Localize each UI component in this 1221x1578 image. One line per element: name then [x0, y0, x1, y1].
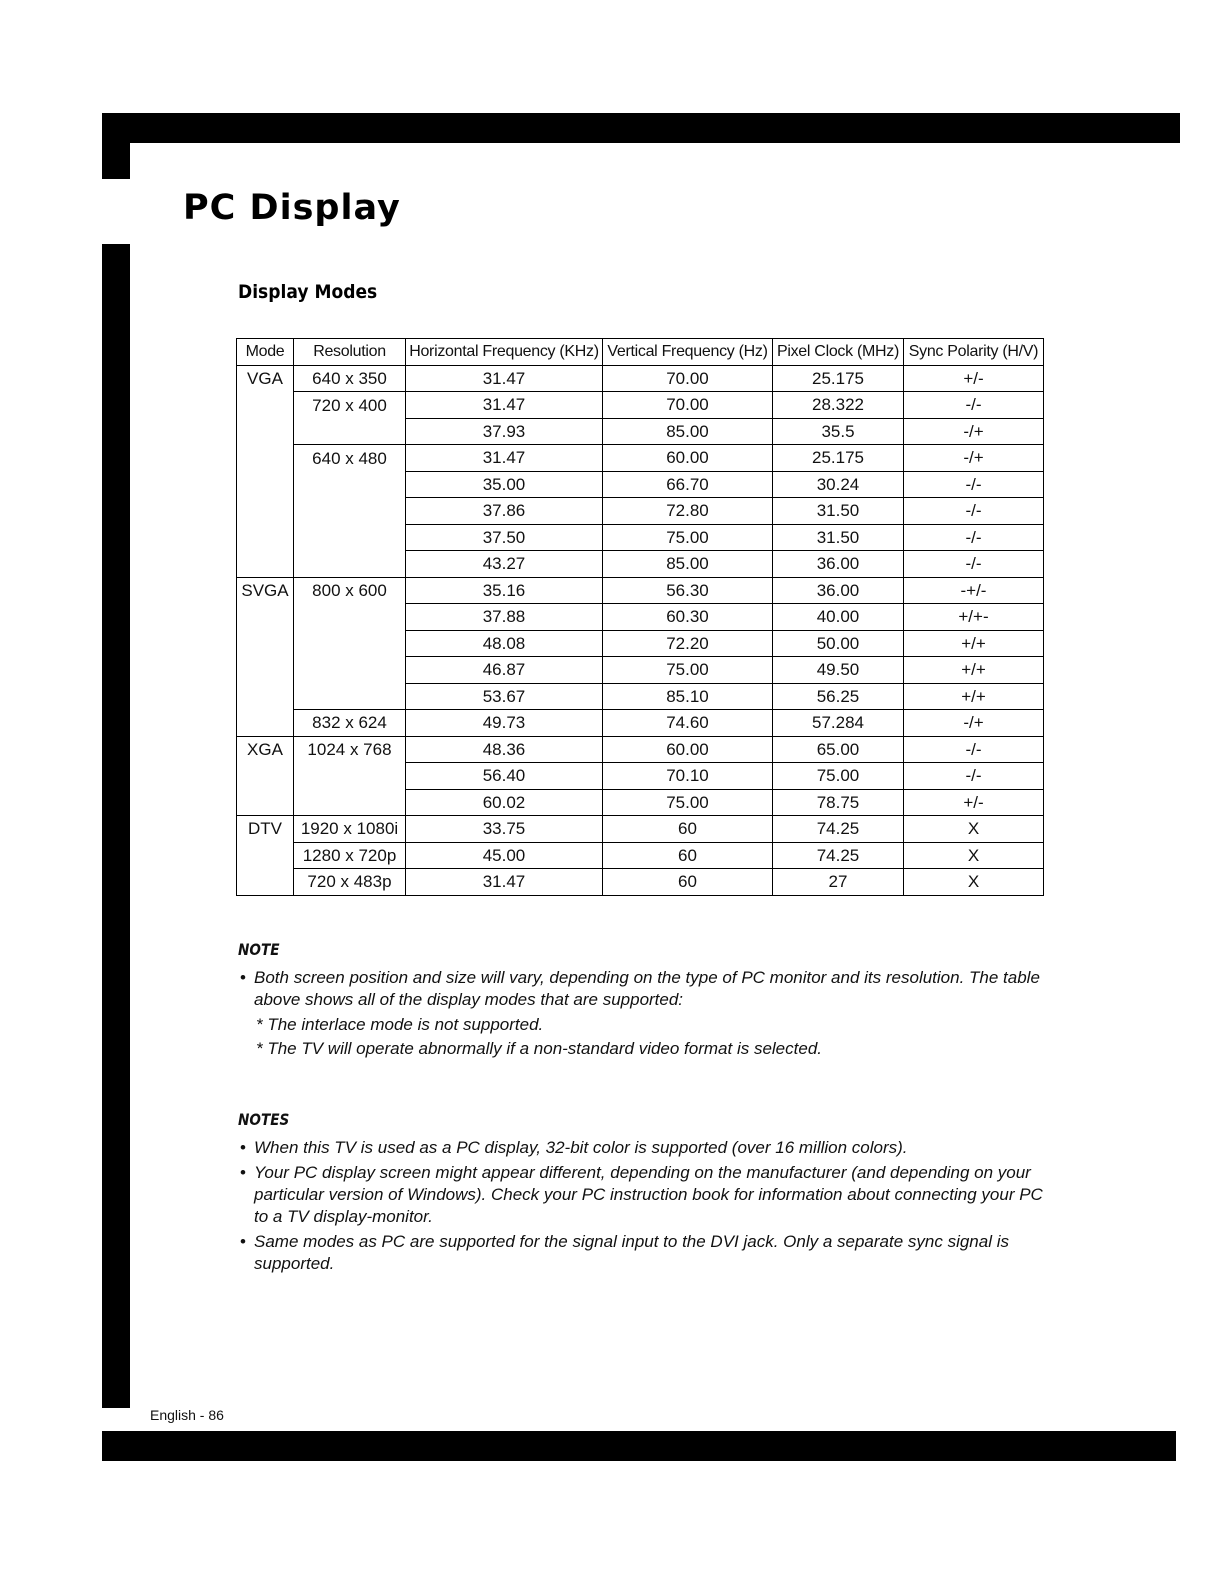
cell-resolution: 1024 x 768	[294, 736, 406, 763]
header-horizontal-frequency: Horizontal Frequency (KHz)	[406, 339, 603, 366]
cell-resolution	[294, 604, 406, 631]
cell-vertical-frequency: 75.00	[603, 789, 773, 816]
notes-item-dvi: • Same modes as PC are supported for the signal input to the DVI jack. Only a separate sync signal is supported.	[238, 1231, 1058, 1275]
cell-resolution	[294, 471, 406, 498]
table-body	[237, 365, 1044, 895]
cell-horizontal-frequency: 31.47	[406, 392, 603, 419]
section-title: Display Modes	[238, 281, 378, 303]
table-row	[237, 604, 1044, 631]
cell-horizontal-frequency: 43.27	[406, 551, 603, 578]
notes-item-appearance: • Your PC display screen might appear different, depending on the manufacturer (and depending on your particular version of Windows). Check your PC instruction book for information about connecting your PC to a TV display-monitor.	[238, 1162, 1058, 1228]
note-nonstandard: * The TV will operate abnormally if a non-standard video format is selected.	[256, 1039, 822, 1058]
cell-sync-polarity: -/-	[904, 471, 1044, 498]
cell-sync-polarity: +/-	[904, 789, 1044, 816]
cell-resolution	[294, 763, 406, 790]
cell-resolution	[294, 551, 406, 578]
cell-pixel-clock: 40.00	[773, 604, 904, 631]
cell-vertical-frequency: 70.00	[603, 365, 773, 392]
table-row	[237, 577, 1044, 604]
cell-sync-polarity: X	[904, 816, 1044, 843]
cell-vertical-frequency: 70.10	[603, 763, 773, 790]
cell-mode	[237, 471, 294, 498]
table-row	[237, 683, 1044, 710]
cell-vertical-frequency: 60	[603, 816, 773, 843]
cell-pixel-clock: 31.50	[773, 498, 904, 525]
cell-vertical-frequency: 85.00	[603, 418, 773, 445]
table-row	[237, 630, 1044, 657]
cell-pixel-clock: 56.25	[773, 683, 904, 710]
cell-horizontal-frequency: 31.47	[406, 869, 603, 896]
table-row	[237, 445, 1044, 472]
cell-mode	[237, 498, 294, 525]
cell-mode	[237, 524, 294, 551]
cell-horizontal-frequency: 37.50	[406, 524, 603, 551]
note-body	[238, 967, 1058, 1060]
cell-horizontal-frequency: 48.36	[406, 736, 603, 763]
cell-resolution: 640 x 480	[294, 445, 406, 472]
page-number: English - 86	[150, 1407, 224, 1423]
notes-heading: NOTES	[238, 1110, 290, 1129]
table-row	[237, 392, 1044, 419]
cell-resolution	[294, 418, 406, 445]
cell-sync-polarity: +/+	[904, 630, 1044, 657]
notes-section	[238, 940, 1058, 1278]
cell-mode: DTV	[237, 816, 294, 843]
cell-resolution	[294, 524, 406, 551]
cell-horizontal-frequency: 33.75	[406, 816, 603, 843]
cell-sync-polarity: +/+-	[904, 604, 1044, 631]
header-vertical-frequency: Vertical Frequency (Hz)	[603, 339, 773, 366]
cell-horizontal-frequency: 56.40	[406, 763, 603, 790]
cell-horizontal-frequency: 37.86	[406, 498, 603, 525]
page-title: PC Display	[183, 188, 401, 228]
left-bar-top	[102, 113, 130, 179]
cell-sync-polarity: +/+	[904, 657, 1044, 684]
cell-mode	[237, 789, 294, 816]
cell-vertical-frequency: 74.60	[603, 710, 773, 737]
cell-mode	[237, 683, 294, 710]
cell-vertical-frequency: 66.70	[603, 471, 773, 498]
table-row	[237, 842, 1044, 869]
notes-item-color: • When this TV is used as a PC display, 32-bit color is supported (over 16 million colors).	[238, 1137, 1058, 1159]
cell-sync-polarity: -/+	[904, 445, 1044, 472]
cell-pixel-clock: 36.00	[773, 551, 904, 578]
cell-sync-polarity: -/-	[904, 524, 1044, 551]
header-resolution: Resolution	[294, 339, 406, 366]
header-sync-polarity: Sync Polarity (H/V)	[904, 339, 1044, 366]
cell-mode: XGA	[237, 736, 294, 763]
cell-sync-polarity: -/-	[904, 551, 1044, 578]
cell-mode: SVGA	[237, 577, 294, 604]
cell-resolution: 720 x 483p	[294, 869, 406, 896]
table-row	[237, 471, 1044, 498]
cell-vertical-frequency: 75.00	[603, 524, 773, 551]
cell-resolution: 720 x 400	[294, 392, 406, 419]
cell-resolution	[294, 657, 406, 684]
cell-resolution: 1280 x 720p	[294, 842, 406, 869]
cell-vertical-frequency: 72.80	[603, 498, 773, 525]
cell-pixel-clock: 78.75	[773, 789, 904, 816]
note-interlace: * The interlace mode is not supported.	[256, 1015, 544, 1034]
table-row	[237, 789, 1044, 816]
cell-sync-polarity: -/-	[904, 763, 1044, 790]
table-row	[237, 710, 1044, 737]
cell-mode	[237, 418, 294, 445]
cell-pixel-clock: 25.175	[773, 445, 904, 472]
cell-vertical-frequency: 60.00	[603, 445, 773, 472]
table-row	[237, 551, 1044, 578]
cell-pixel-clock: 75.00	[773, 763, 904, 790]
cell-resolution: 832 x 624	[294, 710, 406, 737]
cell-mode	[237, 869, 294, 896]
cell-horizontal-frequency: 60.02	[406, 789, 603, 816]
cell-vertical-frequency: 72.20	[603, 630, 773, 657]
cell-sync-polarity: -/+	[904, 418, 1044, 445]
cell-resolution	[294, 789, 406, 816]
cell-resolution	[294, 683, 406, 710]
cell-vertical-frequency: 60.30	[603, 604, 773, 631]
header-mode: Mode	[237, 339, 294, 366]
cell-sync-polarity: X	[904, 842, 1044, 869]
cell-sync-polarity: -/-	[904, 498, 1044, 525]
cell-horizontal-frequency: 31.47	[406, 365, 603, 392]
table-row	[237, 365, 1044, 392]
table-row	[237, 524, 1044, 551]
table-row	[237, 736, 1044, 763]
cell-mode	[237, 551, 294, 578]
cell-horizontal-frequency: 48.08	[406, 630, 603, 657]
cell-mode	[237, 392, 294, 419]
cell-pixel-clock: 25.175	[773, 365, 904, 392]
table-header-row	[237, 339, 1044, 366]
cell-pixel-clock: 27	[773, 869, 904, 896]
cell-vertical-frequency: 56.30	[603, 577, 773, 604]
cell-sync-polarity: +/-	[904, 365, 1044, 392]
cell-sync-polarity: -/+	[904, 710, 1044, 737]
table-row	[237, 498, 1044, 525]
cell-sync-polarity: -/-	[904, 392, 1044, 419]
cell-sync-polarity: -/-	[904, 736, 1044, 763]
cell-vertical-frequency: 75.00	[603, 657, 773, 684]
cell-vertical-frequency: 70.00	[603, 392, 773, 419]
cell-pixel-clock: 57.284	[773, 710, 904, 737]
table-row	[237, 763, 1044, 790]
cell-pixel-clock: 49.50	[773, 657, 904, 684]
left-bar	[102, 244, 130, 1408]
cell-horizontal-frequency: 46.87	[406, 657, 603, 684]
cell-vertical-frequency: 60	[603, 869, 773, 896]
cell-resolution	[294, 498, 406, 525]
cell-resolution	[294, 630, 406, 657]
cell-horizontal-frequency: 45.00	[406, 842, 603, 869]
cell-pixel-clock: 74.25	[773, 842, 904, 869]
cell-vertical-frequency: 60	[603, 842, 773, 869]
cell-horizontal-frequency: 37.88	[406, 604, 603, 631]
cell-vertical-frequency: 85.00	[603, 551, 773, 578]
note-bullet: • Both screen position and size will vary, depending on the type of PC monitor and its resolution. The table above shows all of the display modes that are supported:	[238, 967, 1058, 1011]
notes-body	[238, 1137, 1058, 1275]
cell-vertical-frequency: 85.10	[603, 683, 773, 710]
display-modes-table	[236, 338, 1044, 896]
cell-pixel-clock: 35.5	[773, 418, 904, 445]
cell-pixel-clock: 30.24	[773, 471, 904, 498]
cell-sync-polarity: +/+	[904, 683, 1044, 710]
table-row	[237, 657, 1044, 684]
cell-pixel-clock: 36.00	[773, 577, 904, 604]
table-row	[237, 869, 1044, 896]
cell-resolution: 800 x 600	[294, 577, 406, 604]
cell-mode	[237, 710, 294, 737]
cell-horizontal-frequency: 49.73	[406, 710, 603, 737]
note-heading: NOTE	[238, 940, 280, 959]
table-row	[237, 816, 1044, 843]
cell-pixel-clock: 31.50	[773, 524, 904, 551]
cell-vertical-frequency: 60.00	[603, 736, 773, 763]
header-bar	[102, 113, 1180, 143]
cell-mode	[237, 657, 294, 684]
cell-sync-polarity: X	[904, 869, 1044, 896]
cell-pixel-clock: 74.25	[773, 816, 904, 843]
cell-mode	[237, 763, 294, 790]
cell-mode	[237, 445, 294, 472]
cell-pixel-clock: 28.322	[773, 392, 904, 419]
cell-horizontal-frequency: 53.67	[406, 683, 603, 710]
table-row	[237, 418, 1044, 445]
cell-resolution: 640 x 350	[294, 365, 406, 392]
header-pixel-clock: Pixel Clock (MHz)	[773, 339, 904, 366]
cell-horizontal-frequency: 35.00	[406, 471, 603, 498]
cell-sync-polarity: -+/-	[904, 577, 1044, 604]
cell-mode	[237, 630, 294, 657]
cell-mode	[237, 842, 294, 869]
cell-pixel-clock: 50.00	[773, 630, 904, 657]
cell-mode	[237, 604, 294, 631]
cell-mode: VGA	[237, 365, 294, 392]
cell-pixel-clock: 65.00	[773, 736, 904, 763]
cell-horizontal-frequency: 31.47	[406, 445, 603, 472]
cell-horizontal-frequency: 37.93	[406, 418, 603, 445]
cell-resolution: 1920 x 1080i	[294, 816, 406, 843]
cell-horizontal-frequency: 35.16	[406, 577, 603, 604]
footer-bar	[102, 1431, 1176, 1461]
